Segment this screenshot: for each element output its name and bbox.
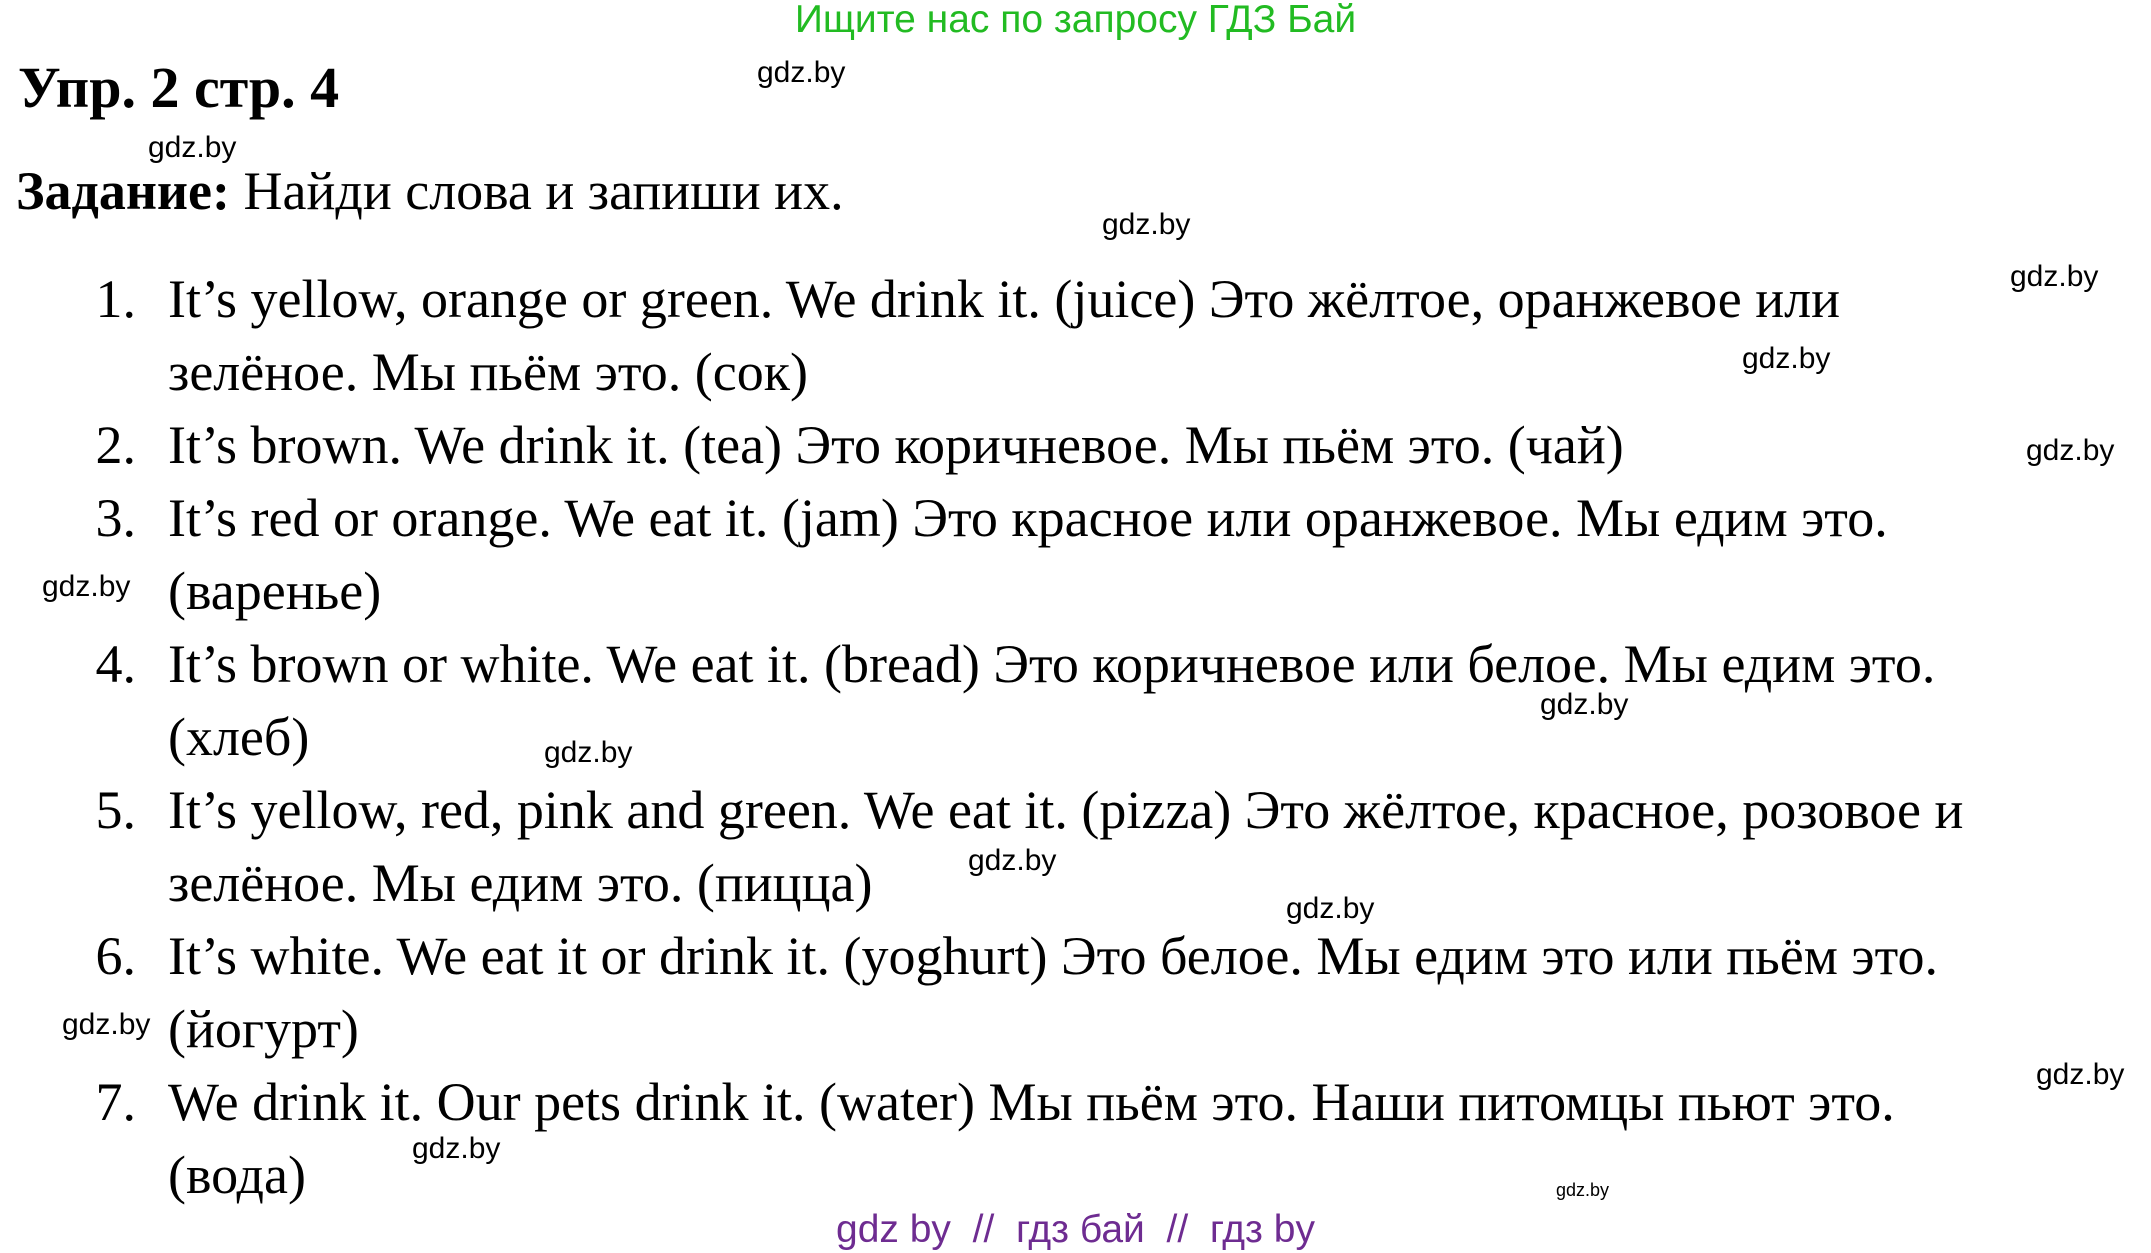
- watermark: gdz.by: [148, 131, 237, 164]
- task-label: Задание:: [16, 161, 230, 221]
- item-1-line-2: зелёное. Мы пьём это. (сок): [168, 342, 808, 402]
- item-3-line-1: It’s red or orange. We eat it. (jam) Это красное или оранжевое. Мы едим это.: [168, 488, 1888, 548]
- watermark: gdz.by: [544, 736, 633, 769]
- item-5-line-1: It’s yellow, red, pink and green. We eat it. (pizza) Это жёлтое, красное, розовое и: [168, 780, 1964, 840]
- watermark: gdz.by: [1102, 208, 1191, 241]
- top-banner: Ищите нас по запросу ГДЗ Бай: [794, 0, 1357, 41]
- item-1-number: 1.: [95, 269, 136, 329]
- item-7-number: 7.: [95, 1072, 136, 1132]
- exercise-heading: Упр. 2 стр. 4: [18, 55, 340, 120]
- watermark: gdz.by: [968, 844, 1057, 877]
- item-7-line-2: (вода): [168, 1145, 306, 1205]
- task-text: Найди слова и запиши их.: [230, 161, 844, 221]
- watermark: gdz.by: [2010, 260, 2099, 293]
- item-7-line-1: We drink it. Our pets drink it. (water) Мы пьём это. Наши питомцы пьют это.: [168, 1072, 1895, 1132]
- item-4-number: 4.: [95, 634, 136, 694]
- watermark: gdz.by: [42, 570, 131, 603]
- watermark: gdz.by: [1556, 1180, 1610, 1200]
- watermark: gdz.by: [757, 56, 846, 89]
- item-6-number: 6.: [95, 926, 136, 986]
- watermark: gdz.by: [1742, 342, 1831, 375]
- watermark: gdz.by: [2026, 434, 2115, 467]
- watermark: gdz.by: [2036, 1058, 2125, 1091]
- item-2-line-1: It’s brown. We drink it. (tea) Это коричневое. Мы пьём это. (чай): [168, 415, 1624, 475]
- task-statement: [16, 160, 844, 222]
- watermark: gdz.by: [412, 1132, 501, 1165]
- item-5-line-2: зелёное. Мы едим это. (пицца): [168, 853, 873, 913]
- item-4-line-2: (хлеб): [168, 707, 310, 767]
- item-6-line-2: (йогурт): [168, 999, 359, 1059]
- item-1-line-1: It’s yellow, orange or green. We drink it. (juice) Это жёлтое, оранжевое или: [168, 269, 1841, 329]
- item-4-line-1: It’s brown or white. We eat it. (bread) Это коричневое или белое. Мы едим это.: [168, 634, 1936, 694]
- item-6-line-1: It’s white. We eat it or drink it. (yoghurt) Это белое. Мы едим это или пьём это.: [168, 926, 1938, 986]
- item-5-number: 5.: [95, 780, 136, 840]
- watermark: gdz.by: [1286, 892, 1375, 925]
- item-3-number: 3.: [95, 488, 136, 548]
- item-3-line-2: (варенье): [168, 561, 382, 621]
- item-2-number: 2.: [95, 415, 136, 475]
- footer-links: gdz by // гдз бай // гдз by: [836, 1208, 1315, 1251]
- watermark: gdz.by: [1540, 688, 1629, 721]
- watermark: gdz.by: [62, 1008, 151, 1041]
